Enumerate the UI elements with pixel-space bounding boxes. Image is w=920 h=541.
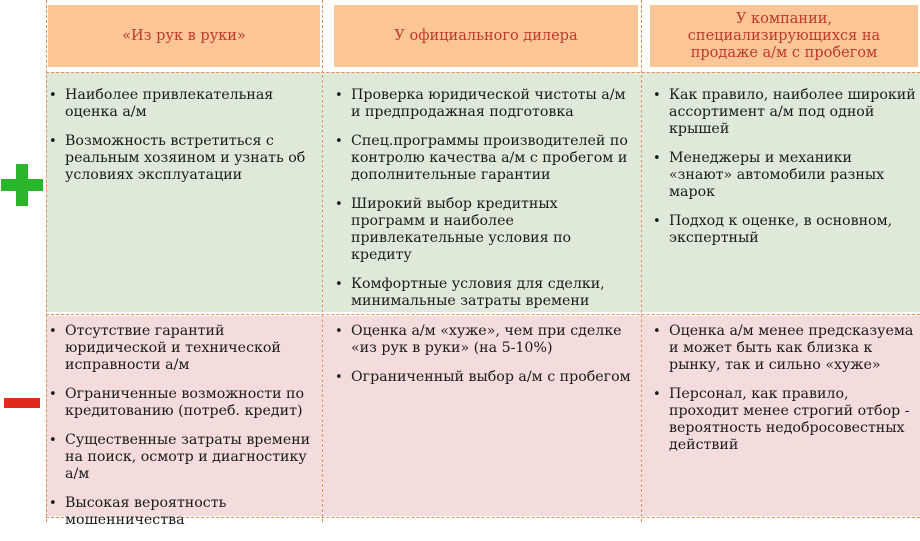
cons-dealer — [332, 312, 632, 398]
list-item: • Проверка юридической чистоты а/м и предпродажная подготовка — [332, 87, 632, 121]
pros-dealer — [332, 76, 632, 322]
list-item: • Менеджеры и механики «знают» автомобили разных марок — [650, 150, 916, 201]
list-item: • Комфортные условия для сделки, минимальные затраты времени — [332, 276, 632, 310]
list-item: • Широкий выбор кредитных программ и наиболее привлекательные условия по кредиту — [332, 196, 632, 264]
minus-icon — [4, 398, 40, 408]
header-dealer-label: У официального дилера — [394, 27, 578, 44]
list-item: • Наиболее привлекательная оценка а/м — [46, 87, 320, 121]
list-item: • Персонал, как правило, проходит менее строгий отбор - вероятность недобросовестных действий — [650, 386, 916, 454]
list-item: • Ограниченные возможности по кредитованию (потреб. кредит) — [46, 386, 320, 420]
header-used-car-company — [650, 5, 918, 67]
cons-company — [650, 312, 916, 466]
pros-private — [46, 76, 320, 196]
header-used-car-company-label: У компании, специализирующихся на продаже а/м с пробегом — [687, 10, 881, 61]
header-private-label: «Из рук в руки» — [122, 27, 246, 44]
plus-icon — [1, 164, 43, 206]
list-item: • Как правило, наиболее широкий ассортимент а/м под одной крышей — [650, 87, 916, 138]
comparison-table — [46, 0, 920, 528]
list-item: • Возможность встретиться с реальным хозяином и узнать об условиях эксплуатации — [46, 133, 320, 184]
list-item: • Ограниченный выбор а/м с пробегом — [332, 369, 632, 386]
list-item: • Существенные затраты времени на поиск, осмотр и диагностику а/м — [46, 432, 320, 483]
header-dealer — [334, 5, 638, 67]
list-item: • Спец.программы производителей по контролю качества а/м с пробегом и дополнительные гарантии — [332, 133, 632, 184]
list-item: • Подход к оценке, в основном, экспертный — [650, 213, 916, 247]
header-private — [48, 5, 320, 67]
pros-company — [650, 76, 916, 259]
list-item: • Оценка а/м «хуже», чем при сделке «из рук в руки» (на 5-10%) — [332, 323, 632, 357]
cons-private — [46, 312, 320, 541]
list-item: • Высокая вероятность мошенничества — [46, 495, 320, 529]
list-item: • Отсутствие гарантий юридической и технической исправности а/м — [46, 323, 320, 374]
list-item: • Оценка а/м менее предсказуема и может быть как близка к рынку, так и сильно «хуже» — [650, 323, 916, 374]
